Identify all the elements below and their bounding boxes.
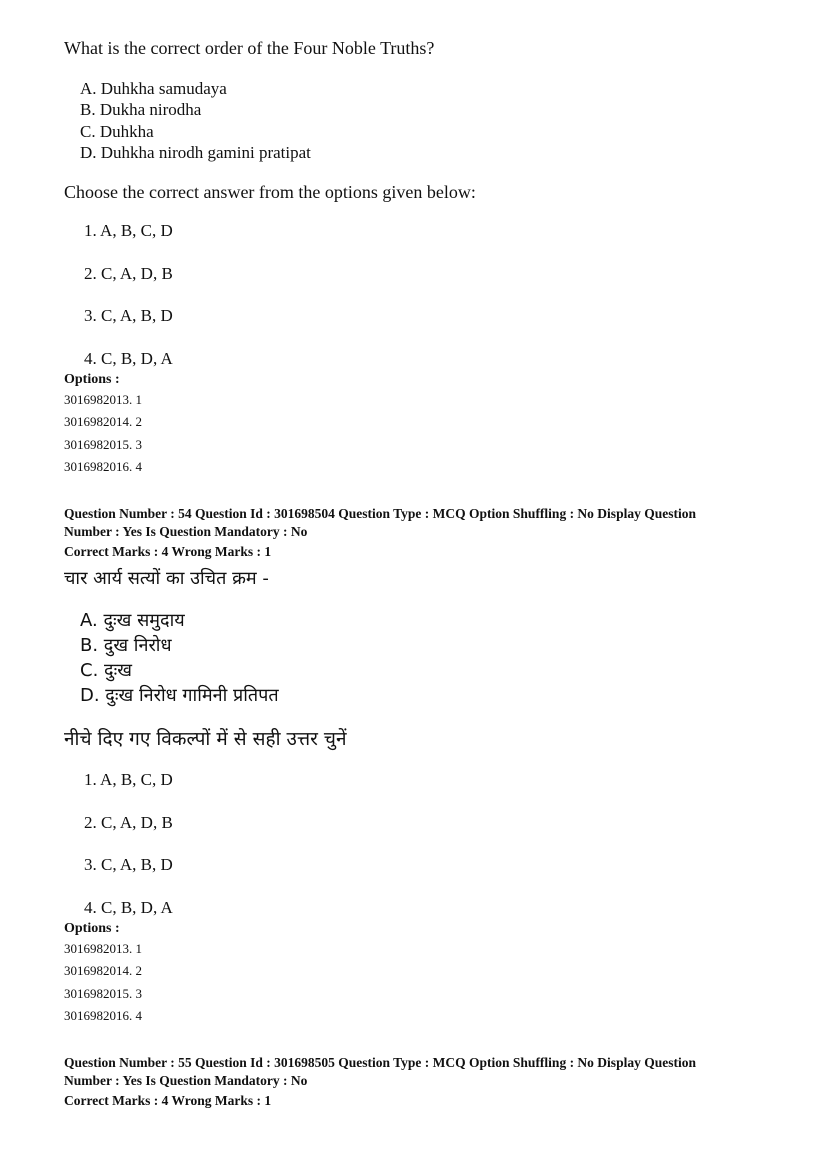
option-code-list [64, 389, 142, 478]
option-code: 3016982014. 2 [64, 414, 142, 430]
statement-item: D. Duhkha nirodh gamini pratipat [80, 142, 311, 162]
question-meta-line: Question Number : 54 Question Id : 301698504 Question Type : MCQ Option Shuffling : No Display Question [64, 506, 696, 521]
statement-item: B. Dukha nirodha [80, 100, 202, 120]
question-text: चार आर्य सत्यों का उचित क्रम - [64, 568, 269, 589]
statement-item: D. दुःख निरोध गामिनी प्रतिपत [80, 685, 279, 706]
option-code: 3016982016. 4 [64, 458, 142, 474]
question-meta-line: Number : Yes Is Question Mandatory : No [64, 524, 308, 539]
statement-item: A. दुःख समुदाय [80, 610, 185, 631]
answer-choice: 3. C, A, B, D [84, 855, 173, 874]
statement-item: B. दुख निरोध [80, 635, 172, 656]
answer-choice: 4. C, B, D, A [84, 897, 173, 917]
options-label: Options : [64, 921, 120, 936]
question-meta-line: Question Number : 55 Question Id : 301698505 Question Type : MCQ Option Shuffling : No Display Question [64, 1055, 696, 1070]
answer-choice: 1. A, B, C, D [84, 221, 173, 240]
statement-list [64, 78, 311, 163]
answer-choice: 2. C, A, D, B [84, 812, 173, 832]
answer-list [64, 221, 173, 391]
answer-choice: 4. C, B, D, A [84, 348, 173, 368]
question-meta-line: Number : Yes Is Question Mandatory : No [64, 1073, 308, 1088]
answer-choice: 2. C, A, D, B [84, 263, 173, 283]
question-text: What is the correct order of the Four Noble Truths? [64, 38, 435, 58]
option-code: 3016982014. 2 [64, 963, 142, 979]
instruction-text: नीचे दिए गए विकल्पों में से सही उत्तर चुनें [64, 728, 347, 750]
marks-info: Correct Marks : 4 Wrong Marks : 1 [64, 544, 272, 559]
instruction-text: Choose the correct answer from the options given below: [64, 182, 476, 202]
statement-list [64, 608, 279, 708]
marks-info: Correct Marks : 4 Wrong Marks : 1 [64, 1093, 272, 1108]
statement-item: A. Duhkha samudaya [80, 79, 227, 98]
answer-choice: 3. C, A, B, D [84, 306, 173, 325]
question-meta [64, 505, 764, 561]
option-code: 3016982013. 1 [64, 392, 142, 407]
answer-choice: 1. A, B, C, D [84, 770, 173, 789]
option-code: 3016982015. 3 [64, 436, 142, 452]
question-meta [64, 1054, 764, 1110]
option-code: 3016982016. 4 [64, 1007, 142, 1023]
statement-item: C. Duhkha [80, 121, 154, 141]
statement-item: C. दुःख [80, 660, 132, 681]
option-code-list [64, 938, 142, 1027]
answer-list [64, 770, 173, 940]
option-code: 3016982013. 1 [64, 941, 142, 956]
option-code: 3016982015. 3 [64, 985, 142, 1001]
options-label: Options : [64, 372, 120, 387]
